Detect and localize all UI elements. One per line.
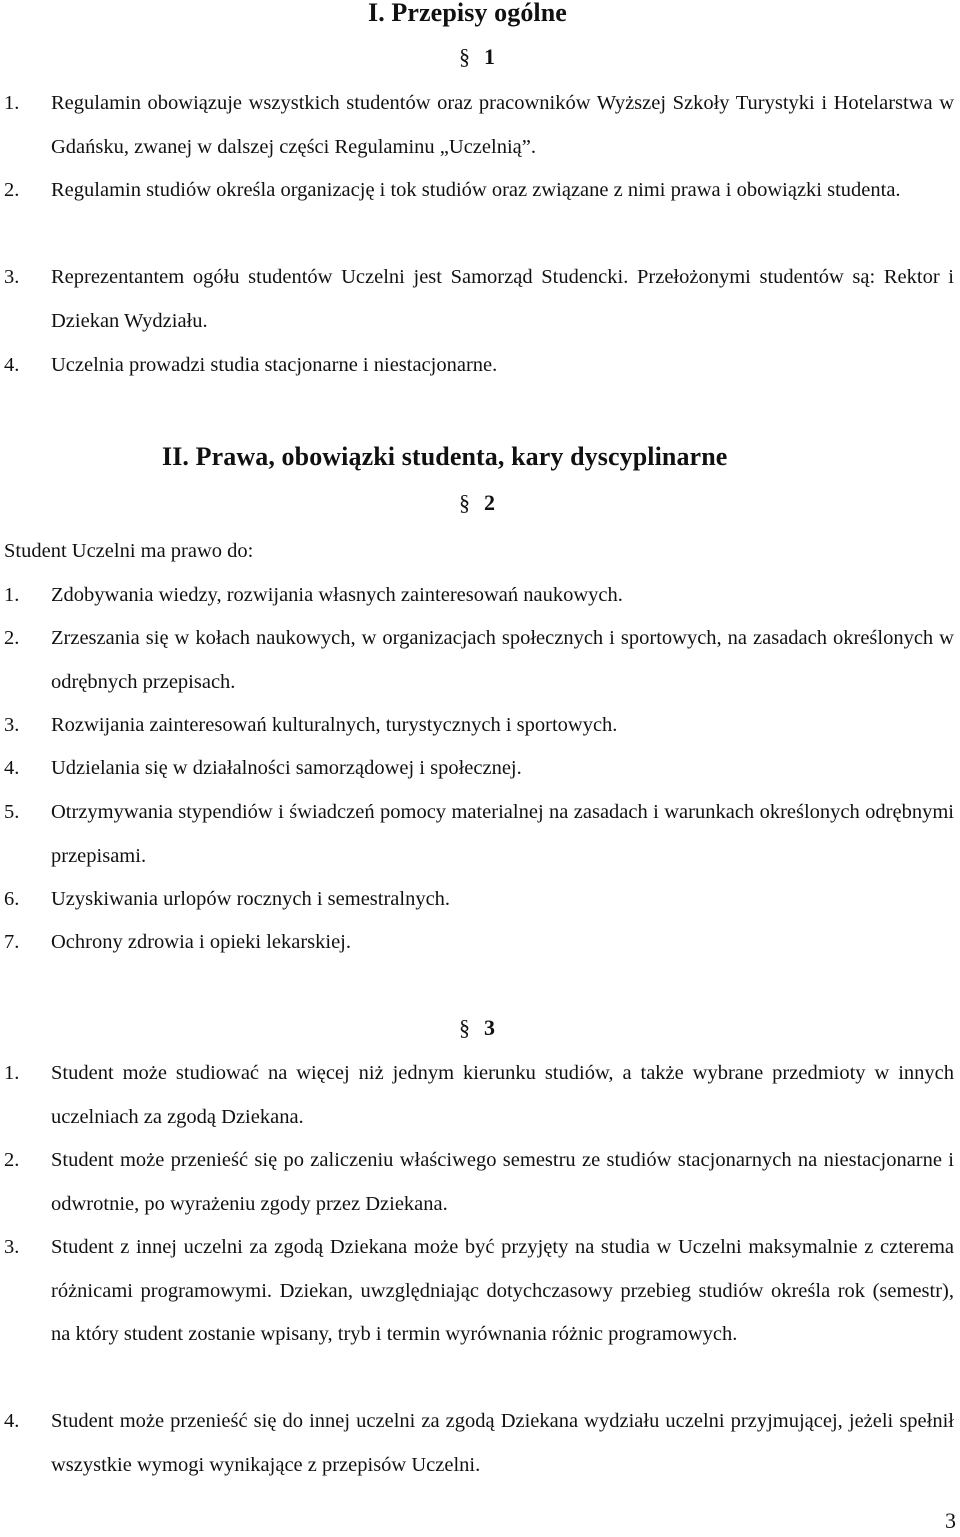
section-1-title: I. Przepisy ogólne [368,0,567,27]
item-text: Udzielania się w działalności samorządowej i społecznej. [51,757,522,779]
list-item [0,878,960,922]
section-2-title: II. Prawa, obowiązki studenta, kary dyscyplinarne [162,442,728,471]
item-number: 2. [4,627,20,649]
item-text: Student może studiować na więcej niż jednym kierunku studiów, a także wybrane przedmioty w innych uczelniach za zgodą Dziekana. [51,1062,954,1128]
item-number: 2. [4,1149,20,1171]
item-number: 7. [4,931,20,953]
item-text: Uzyskiwania urlopów rocznych i semestralnych. [51,888,451,910]
item-text: Ochrony zdrowia i opieki lekarskiej. [51,931,352,953]
section-sign-icon: § [459,44,470,69]
item-number: 1. [4,92,20,114]
list-item [0,617,960,704]
list-item [0,1226,960,1357]
item-number: 3. [4,714,20,736]
section-sign-icon: § [459,490,470,515]
list-item [0,82,960,169]
list-item [0,704,960,748]
item-number: 4. [4,757,20,779]
item-number: 3. [4,266,20,288]
item-text: Reprezentantem ogółu studentów Uczelni jest Samorząd Studencki. Przełożonymi studentów są: Rektor i Dziekan Wydziału. [51,266,954,332]
list-item [0,1400,960,1487]
item-number: 5. [4,801,20,823]
item-number: 4. [4,354,20,376]
item-number: 1. [4,584,20,606]
list-item [0,747,960,791]
list-item [0,921,960,965]
paragraph-2-mark [459,490,495,516]
list-item [0,169,960,213]
list-item [0,1052,960,1139]
paragraph-number: 1 [484,44,495,69]
item-number: 1. [4,1062,20,1084]
item-number: 2. [4,179,20,201]
item-text: Uczelnia prowadzi studia stacjonarne i niestacjonarne. [51,354,498,376]
list-item [0,344,960,388]
page-number: 3 [945,1508,956,1533]
section-sign-icon: § [459,1015,470,1040]
list-item [0,791,960,878]
item-text: Regulamin obowiązuje wszystkich studentów oraz pracowników Wyższej Szkoły Turystyki i Hotelarstwa w Gdańsku, zwanej w dalszej części Regulaminu „Uczelnią”. [51,92,954,158]
item-text: Zrzeszania się w kołach naukowych, w organizacjach społecznych i sportowych, na zasadach określonych w odrębnych przepisach. [51,627,954,693]
paragraph-number: 3 [484,1015,495,1040]
paragraph-1-mark [459,44,495,70]
list-item [0,1139,960,1226]
item-text: Student z innej uczelni za zgodą Dziekana może być przyjęty na studia w Uczelni maksymalnie z czterema różnicami programowymi. Dziekan, uwzględniając dotychczasowy przebieg studiów określa rok (semestr), na który student zostanie wpisany, tryb i termin wyrównania różnic programowych. [51,1236,954,1345]
item-text: Regulamin studiów określa organizację i tok studiów oraz związane z nimi prawa i obowiązki studenta. [51,179,901,201]
paragraph-number: 2 [484,490,495,515]
item-text: Student może przenieść się po zaliczeniu właściwego semestru ze studiów stacjonarnych na niestacjonarne i odwrotnie, po wyrażeniu zgody przez Dziekana. [51,1149,954,1215]
item-text: Otrzymywania stypendiów i świadczeń pomocy materialnej na zasadach i warunkach określonych odrębnymi przepisami. [51,801,954,867]
item-text: Zdobywania wiedzy, rozwijania własnych zainteresowań naukowych. [51,584,623,606]
list-item [0,574,960,618]
item-number: 6. [4,888,20,910]
item-text: Rozwijania zainteresowań kulturalnych, turystycznych i sportowych. [51,714,618,736]
section-2-intro: Student Uczelni ma prawo do: [4,540,254,562]
item-number: 4. [4,1410,20,1432]
item-number: 3. [4,1236,20,1258]
list-item [0,256,960,343]
paragraph-3-mark [459,1015,495,1041]
item-text: Student może przenieść się do innej uczelni za zgodą Dziekana wydziału uczelni przyjmującej, jeżeli spełnił wszystkie wymogi wynikające z przepisów Uczelni. [51,1410,954,1476]
